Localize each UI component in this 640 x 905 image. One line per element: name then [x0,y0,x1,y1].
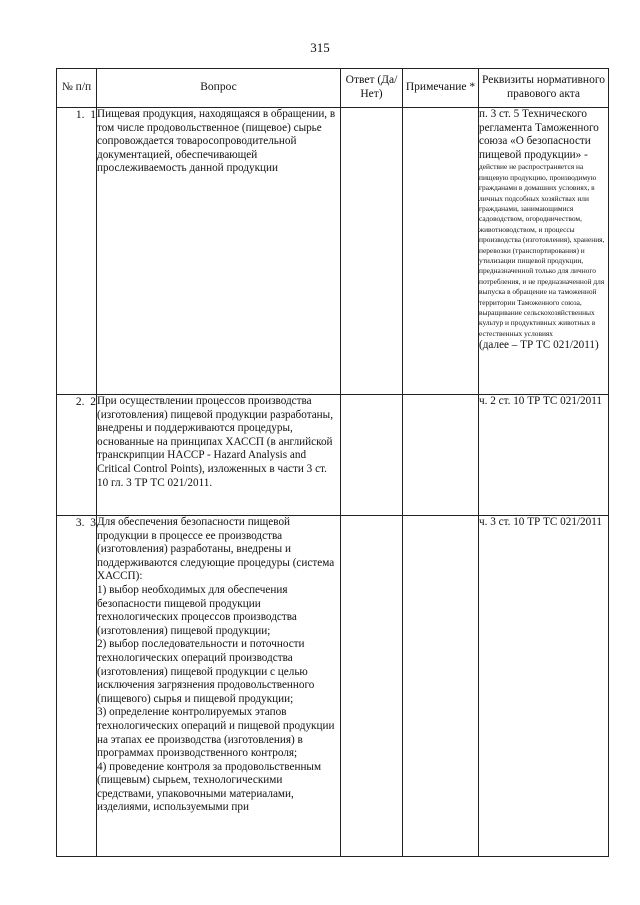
question-item-1: 1) выбор необходимых для обеспечения безопасности пищевой продукции технологических процессов производства (изготовления) пищевой продукции; [97,583,297,637]
note-cell [403,516,479,857]
table-row [57,395,609,516]
row-subindex: 1 [90,109,96,121]
row-index: 3. [75,517,85,529]
header-note: Примечание * [403,69,479,108]
table-row [57,516,609,857]
answer-cell [341,108,403,395]
page-number: 315 [310,40,330,55]
row-index: 2. [75,396,85,408]
header-answer: Ответ (Да/Нет) [341,69,403,108]
row-index: 1. [75,109,85,121]
question-item-2: 2) выбор последовательности и поточности технологических операций производства (изготовления) пищевой продукции с целью исключения загрязнения продовольственного (пищевого) сырья и пищевой продукции; [97,638,315,705]
reference-exclusion-note: действие не распространяется на пищевую продукцию, производимую гражданами в домашних условиях, в личных подсобных хозяйствах или гражданами, занимающимися садоводством, огородничеством, животноводством, и процессы производства (изготовления), хранения, перевозки (транспортирования) и утилизации пищевой продукции, предназначенной только для личного потребления, и не предназначенной для выпуска в обращение на таможенной территории Таможенного союза, выращивание сельскохозяйственных культур и продуктивных животных в естественных условиях [479,162,605,338]
row-subindex: 3 [90,517,96,529]
header-number: № п/п [57,69,97,108]
question-cell: Пищевая продукция, находящаяся в обращении, в том числе продовольственное (пищевое) сырье сопровождается товаросопроводительной документацией, обеспечивающей прослеживаемость данной продукции [97,108,341,395]
header-question: Вопрос [97,69,341,108]
question-cell [97,516,341,857]
table-header-row [57,69,609,108]
answer-cell [341,395,403,516]
reference-cell [479,108,609,395]
row-number [57,516,97,857]
header-reference: Реквизиты нормативного правового акта [479,69,609,108]
answer-cell [341,516,403,857]
reference-main: ч. 3 ст. 10 ТР ТС 021/2011 [479,516,602,528]
row-subindex: 2 [90,396,96,408]
question-item-3: 3) определение контролируемых этапов технологических операций и пищевой продукции на этапах ее производства (изготовления) в программах производственного контроля; [97,706,335,760]
row-number [57,395,97,516]
reference-cell [479,516,609,857]
question-intro: Для обеспечения безопасности пищевой продукции в процессе ее производства (изготовления) разработаны, внедрены и поддерживаются следующие процедуры (система ХАССП): [97,516,335,583]
question-item-4: 4) проведение контроля за продовольственным (пищевым) сырьем, технологическими средствами, упаковочными материалами, изделиями, используемыми при [97,760,322,814]
reference-main: ч. 2 ст. 10 ТР ТС 021/2011 [479,395,602,407]
question-cell: При осуществлении процессов производства (изготовления) пищевой продукции разработаны, внедрены и поддерживаются процедуры, основанные на принципах ХАССП (в английской транскрипции HACCP - Hazard Analysis and Critical Control Points), изложенных в части 3 ст. 10 гл. 3 ТР ТС 021/2011. [97,395,341,516]
row-number [57,108,97,395]
reference-cell [479,395,609,516]
reference-main: п. 3 ст. 5 Технического регламента Таможенного союза «О безопасности пищевой продукции» - [479,108,599,161]
reference-abbreviation: (далее – ТР ТС 021/2011) [479,339,599,352]
note-cell [403,108,479,395]
table-row [57,108,609,395]
note-cell [403,395,479,516]
requirements-table [56,68,609,857]
